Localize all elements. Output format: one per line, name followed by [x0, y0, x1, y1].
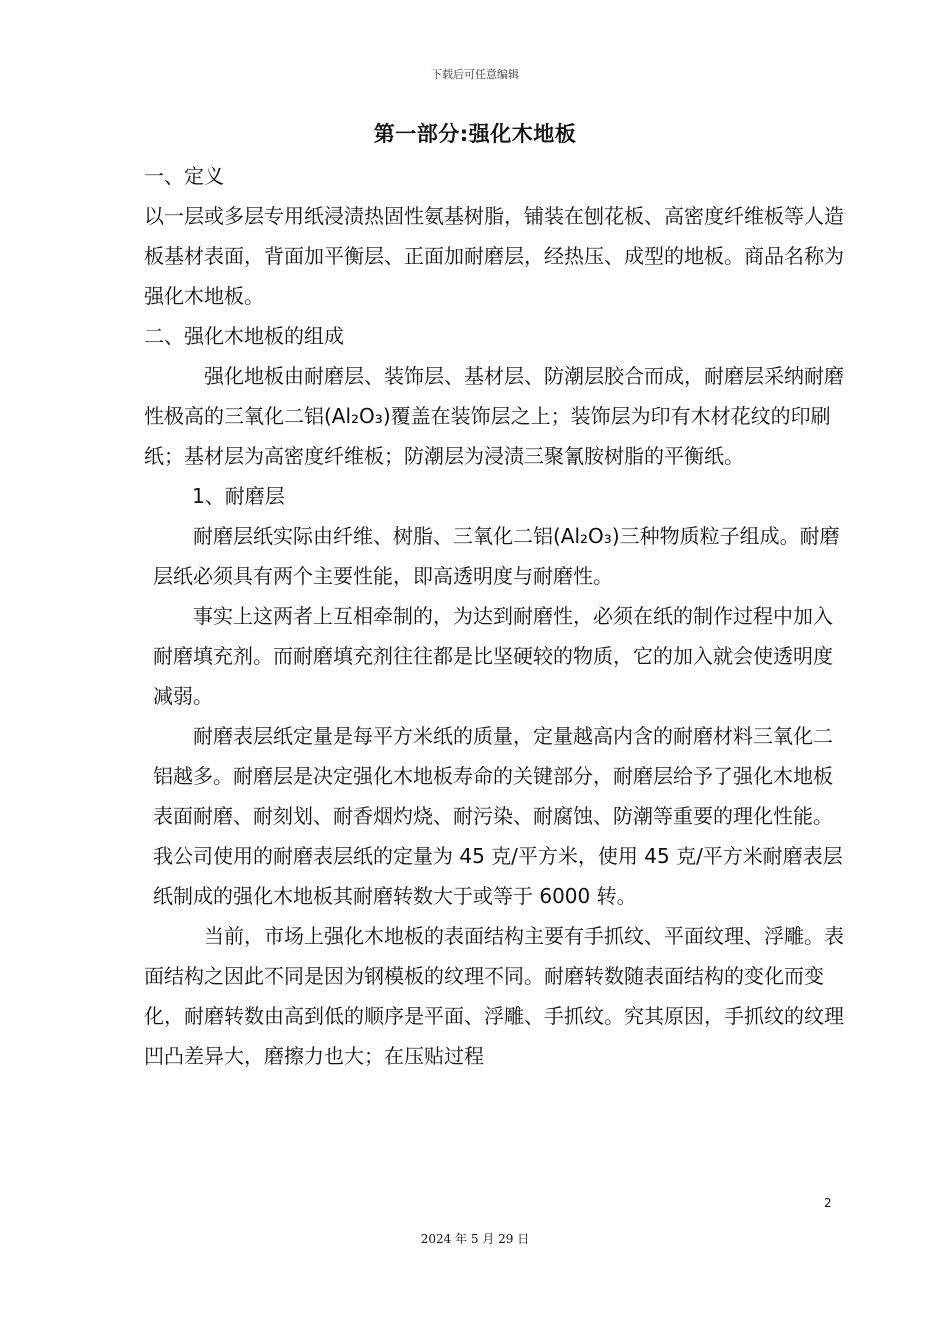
section-heading-composition: 二、强化木地板的组成 [144, 324, 344, 348]
wear-layer-paragraph-1: 耐磨层纸实际由纤维、树脂、三氧化二铝(Al₂O₃)三种物质粒子组成。耐磨层纸必须具有两个主要性能，即高透明度与耐磨性。 [153, 524, 840, 588]
composition-paragraph: 强化地板由耐磨层、装饰层、基材层、防潮层胶合而成，耐磨层采纳耐磨性极高的三氧化二铝(Al₂O₃)覆盖在装饰层之上；装饰层为印有木材花纹的印刷纸；基材层为高密度纤维板；防潮层为浸渍三聚氰胺树脂的平衡纸。 [144, 364, 844, 468]
page-header: 下载后可任意编辑 [431, 68, 519, 81]
document-title: 第一部分:强化木地板 [373, 122, 577, 146]
subsection-heading-wear-layer: 1、耐磨层 [192, 484, 285, 508]
wear-layer-paragraph-3: 耐磨表层纸定量是每平方米纸的质量，定量越高内含的耐磨材料三氧化二铝越多。耐磨层是决定强化木地板寿命的关键部分，耐磨层给予了强化木地板表面耐磨、耐刻划、耐香烟灼烧、耐污染、耐腐蚀、防潮等重要的理化性能。我公司使用的耐磨表层纸的定量为 45 克/平方米，使用 45 克/平方米耐磨表层纸制成的强化木地板其耐磨转数大于或等于 6000 转。 [153, 724, 843, 908]
section-heading-definition: 一、定义 [144, 164, 224, 188]
wear-layer-paragraph-2: 事实上这两者上互相牵制的，为达到耐磨性，必须在纸的制作过程中加入耐磨填充剂。而耐磨填充剂往往都是比坚硬较的物质，它的加入就会使透明度减弱。 [153, 604, 833, 708]
definition-paragraph: 以一层或多层专用纸浸渍热固性氨基树脂，铺装在刨花板、高密度纤维板等人造板基材表面，背面加平衡层、正面加耐磨层，经热压、成型的地板。商品名称为强化木地板。 [144, 204, 844, 308]
surface-structure-paragraph: 当前，市场上强化木地板的表面结构主要有手抓纹、平面纹理、浮雕。表面结构之因此不同是因为钢模板的纹理不同。耐磨转数随表面结构的变化而变化，耐磨转数由高到低的顺序是平面、浮雕、手抓纹。究其原因，手抓纹的纹理凹凸差异大，磨擦力也大；在压贴过程 [144, 924, 844, 1068]
page-number: 2 [824, 1196, 832, 1210]
page-footer-date: 2024 年 5 月 29 日 [420, 1232, 530, 1246]
document-body [144, 156, 844, 1076]
